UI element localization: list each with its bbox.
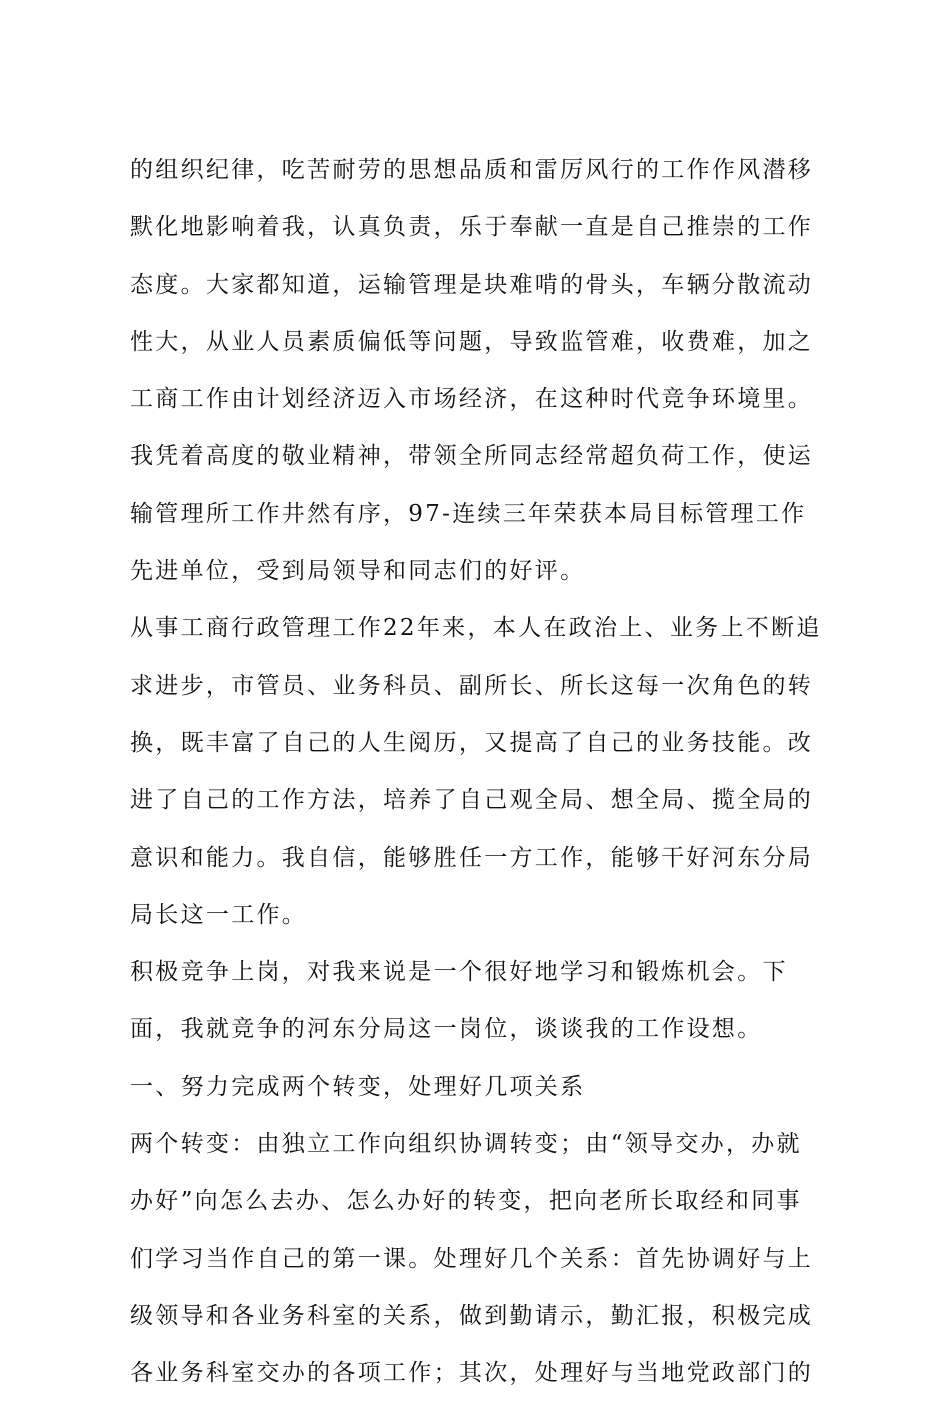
text-line: 性大，从业人员素质偏低等问题，导致监管难，收费难，加之 [130, 328, 814, 355]
text-line: 的组织纪律，吃苦耐劳的思想品质和雷厉风行的工作作风潜移 [130, 157, 814, 183]
text-line: 办好”向怎么去办、怎么办好的转变，把向老所长取经和同事 [130, 1188, 802, 1215]
text-line: 两个转变：由独立工作向组织协调转变；由“领导交办，办就 [130, 1131, 802, 1158]
text-line: 级领导和各业务科室的关系，做到勤请示，勤汇报，积极完成 [130, 1302, 814, 1329]
text-line: 先进单位，受到局领导和同志们的好评。 [130, 558, 586, 585]
text-line: 积极竞争上岗，对我来说是一个很好地学习和锻炼机会。下 [130, 959, 788, 986]
text-line: 面，我就竞争的河东分局这一岗位，谈谈我的工作设想。 [130, 1016, 763, 1043]
text-line: 一、努力完成两个转变，处理好几项关系 [130, 1073, 586, 1100]
text-line: 我凭着高度的敬业精神，带领全所同志经常超负荷工作，使运 [130, 443, 814, 470]
text-line: 工商工作由计划经济迈入市场经济，在这种时代竞争环境里。 [130, 386, 814, 413]
text-line: 意识和能力。我自信，能够胜任一方工作，能够干好河东分局 [130, 844, 814, 871]
text-line: 输管理所工作井然有序，97-连续三年荣获本局目标管理工作 [130, 500, 807, 527]
text-line: 从事工商行政管理工作22年来，本人在政治上、业务上不断追 [130, 615, 822, 642]
text-line: 进了自己的工作方法，培养了自己观全局、想全局、揽全局的 [130, 787, 814, 814]
text-line: 们学习当作自己的第一课。处理好几个关系：首先协调好与上 [130, 1245, 814, 1272]
text-line: 各业务科室交办的各项工作；其次，处理好与当地党政部门的 [130, 1360, 814, 1387]
text-line: 换，既丰富了自己的人生阅历，又提高了自己的业务技能。改 [130, 729, 814, 756]
text-line: 局长这一工作。 [130, 901, 308, 928]
text-line: 求进步，市管员、业务科员、副所长、所长这每一次角色的转 [130, 672, 814, 699]
document-body [130, 142, 850, 1403]
text-line: 默化地影响着我，认真负责，乐于奉献一直是自己推崇的工作 [130, 214, 814, 241]
text-line: 态度。大家都知道，运输管理是块难啃的骨头，车辆分散流动 [130, 271, 814, 298]
